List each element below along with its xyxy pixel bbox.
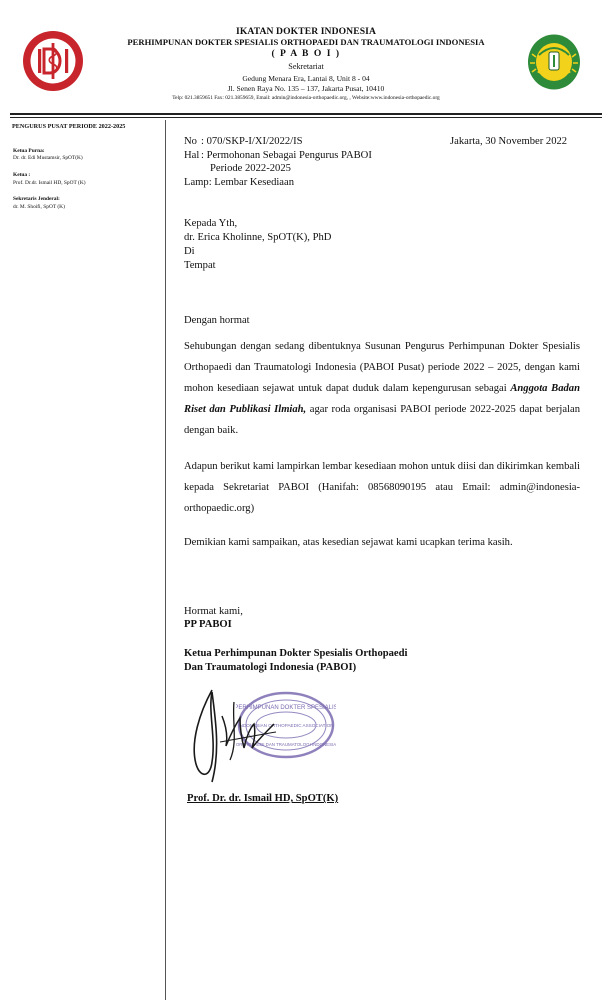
signatory-title-line1: Ketua Perhimpunan Dokter Spesialis Orthopaedi: [184, 648, 408, 659]
signatory-name: Prof. Dr. dr. Ismail HD, SpOT(K): [187, 793, 339, 804]
sidebar-divider: [165, 120, 166, 1000]
recipient-di: Di: [184, 246, 195, 257]
subject-label: Hal: [184, 150, 200, 161]
body-paragraph-1: [184, 336, 580, 441]
stamp-text-top: PERHIMPUNAN DOKTER SPESIALIS: [236, 705, 336, 711]
sidebar-title: PENGURUS PUSAT PERIODE 2022-2025: [12, 123, 126, 130]
handwritten-signature: [182, 682, 292, 792]
number-label: No: [184, 136, 197, 147]
closing-line: Hormat kami,: [184, 606, 243, 617]
position-title: Anggota Badan Riset dan Publikasi Ilmiah,: [184, 383, 580, 415]
letter-date: Jakarta, 30 November 2022: [450, 136, 568, 147]
subject-value: : Permohonan Sebagai Pengurus PABOI: [201, 150, 372, 161]
ketua-label: Ketua :: [13, 172, 31, 178]
org-abbreviation: ( P A B O I ): [271, 48, 341, 59]
ketua-purna-name: Dr. dr. Edi Mustamsir, SpOT(K): [13, 155, 83, 161]
closing-org: PP PABOI: [184, 619, 232, 630]
body-paragraph-3: Demikian kami sampaikan, atas kesedian sejawat kami ucapkan terima kasih.: [184, 537, 513, 548]
ketua-name: Prof. Dr.dr. Ismail HD, SpOT (K): [13, 180, 86, 186]
org-name-line1: IKATAN DOKTER INDONESIA: [235, 26, 376, 37]
contact-line: Telp: 021.3859651 Fax: 021.3859659, Email: admin@indonesia-orthopaedic.org, , Website:www.indonesia-orthopaedic.org: [172, 95, 440, 101]
subject-value-cont: Periode 2022-2025: [210, 163, 291, 174]
body-paragraph-2: Adapun berikut kami lampirkan lembar kesediaan mohon untuk diisi dan dikirimkan kembali kepada Sekretariat PABOI (Hanifah: 08568090195 atau Email: admin@indonesia-orthopaedic.org): [184, 461, 580, 514]
attachment-line: Lamp: Lembar Kesediaan: [184, 177, 295, 188]
paragraph1-text-b: agar roda organisasi PABOI periode 2022-2025 dapat berjalan dengan baik.: [184, 404, 580, 436]
paragraph1-text-a: Sehubungan dengan sedang dibentuknya Susunan Pengurus Perhimpunan Dokter Spesialis Orthopaedi dan Traumatologi Indonesia (PABOI Pusat) periode 2022 – 2025, dengan kami mohon kesediaan sejawat untuk dapat duduk dalam kepengurusan sebagai: [184, 341, 580, 394]
signatory-title-line2: Dan Traumatologi Indonesia (PABOI): [184, 662, 357, 673]
sekjen-name: dr. M. Shoifi, SpOT (K): [13, 204, 65, 210]
header-divider-thick: [10, 113, 602, 115]
recipient-place: Tempat: [184, 260, 216, 271]
header-divider-thin: [10, 117, 602, 118]
sekjen-label: Sekretaris Jenderal:: [13, 196, 60, 202]
address-line1: Gedung Menara Era, Lantai 8, Unit 8 - 04: [242, 74, 370, 83]
org-name-line2: PERHIMPUNAN DOKTER SPESIALIS ORTHOPAEDI DAN TRAUMATOLOGI INDONESIA: [127, 37, 485, 47]
secretariat-label: Sekretariat: [288, 62, 324, 71]
recipient-name: dr. Erica Kholinne, SpOT(K), PhD: [184, 232, 332, 243]
recipient-salutation: Kepada Yth,: [184, 218, 238, 229]
stamp-text-middle: INDONESIAN ORTHOPAEDIC ASSOCIATION: [238, 723, 334, 728]
ketua-purna-label: Ketua Purna:: [13, 148, 45, 154]
stamp-text-bottom: ORTHOPAEDI DAN TRAUMATOLOGI INDONESIA: [236, 742, 336, 747]
greeting: Dengan hormat: [184, 315, 250, 326]
number-value: : 070/SKP-I/XI/2022/IS: [201, 136, 303, 147]
address-line2: Jl. Senen Raya No. 135 – 137, Jakarta Pusat, 10410: [227, 84, 385, 93]
